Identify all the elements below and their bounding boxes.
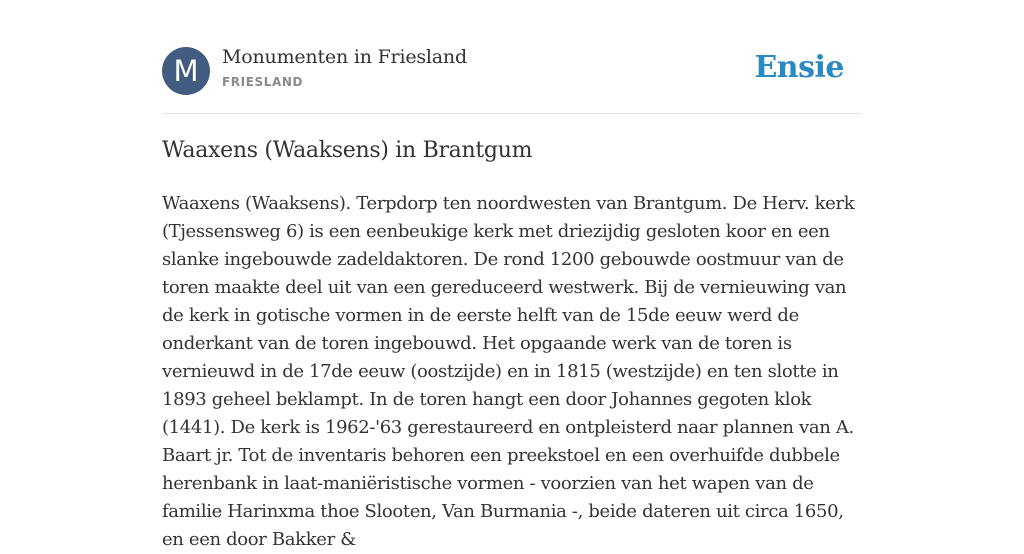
- site-title[interactable]: Monumenten in Friesland: [222, 46, 467, 68]
- avatar[interactable]: M: [162, 47, 210, 95]
- site-subtitle[interactable]: FRIESLAND: [222, 75, 304, 89]
- header-divider: [162, 113, 862, 114]
- article-body: Waaxens (Waaksens). Terpdorp ten noordwesten van Brantgum. De Herv. kerk (Tjessensweg 6) is een eenbeukige kerk met driezijdig gesloten koor en een slanke ingebouwde zadeldaktoren. De rond 1200 gebouwde oostmuur van de toren maakte deel uit van een gereduceerd westwerk. Bij de vernieuwing van de kerk in gotische vormen in de eerste helft van de 15de eeuw werd de onderkant van de toren ingebouwd. Het opgaande werk van de toren is vernieuwd in de 17de eeuw (oostzijde) en in 1815 (westzijde) en ten slotte in 1893 geheel beklampt. In de toren hangt een door Johannes gegoten klok (1441). De kerk is 1962-'63 gerestaureerd en ontpleisterd naar plannen van A. Baart jr. Tot de inventaris behoren een preekstoel en een overhuifde dubbele herenbank in laat-maniëristische vormen - voorzien van het wapen van de familie Harinxma thoe Slooten, Van Burmania -, beide dateren uit circa 1650, en een door Bakker &: [162, 193, 855, 550]
- site-header: [162, 46, 862, 96]
- article-title: Waaxens (Waaksens) in Brantgum: [162, 138, 533, 163]
- brand-logo[interactable]: Ensie: [754, 50, 844, 85]
